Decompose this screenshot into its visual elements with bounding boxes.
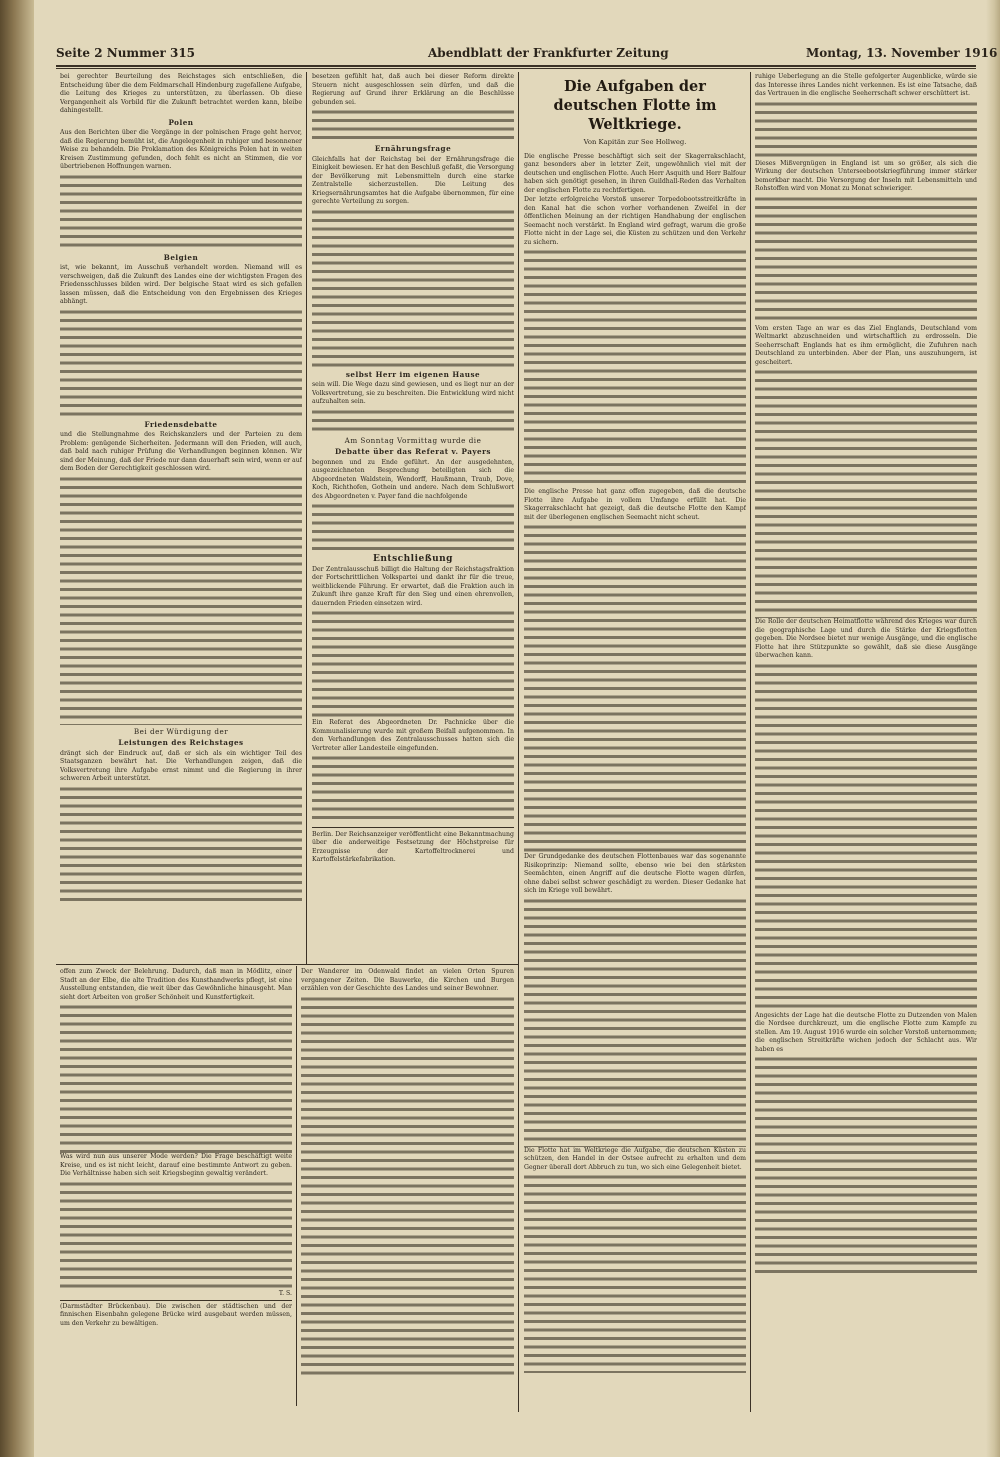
heading-polen: Polen bbox=[168, 117, 194, 127]
article2-p1: ruhige Ueberlegung an die Stelle gefolgerter Augenblicke, würde sie das Interesse ihres Landes nicht verkennen. Es ist eine Tatsache, daß das Vertrauen in die englische Seeherrschaft schwer erschüttert ist. bbox=[755, 73, 977, 97]
text-lines bbox=[60, 785, 302, 905]
heading-entschliessung: Entschließung bbox=[373, 554, 453, 564]
col1-polen: Aus den Berichten über die Vorgänge in der polnischen Frage geht hervor, daß die Regierung bemüht ist, die Angelegenheit in ruhiger und besonnener Weise zu behandeln. Die Proklamation des Königreichs Polen hat in weiten Kreisen Zustimmung gefunden, doch fehlt es nicht an Stimmen, die vor übertriebenen Hoffnungen warnen. bbox=[60, 129, 302, 170]
page-header bbox=[56, 44, 998, 64]
article2-p5: Angesichts der Lage hat die deutsche Flotte zu Dutzenden von Malen die Nordsee durchkreuzt, um die englische Flotte zum Kampfe zu stellen. Am 19. August 1916 wurde ein solcher Vorstoß unternommen; die englischen Streitkräfte wichen jedoch der Schlacht aus. Wir haben es bbox=[755, 1011, 977, 1053]
article2-p3: Vom ersten Tage an war es das Ziel Englands, Deutschland vom Weltmarkt abzuschneiden und wirtschaftlich zu erdrosseln. Die Seeherrschaft Englands hat es ihm ermöglicht, die Zufuhren nach Deutschland zu unterbinden. Aber der Plan, uns auszuhungern, ist gescheitert. bbox=[755, 324, 977, 366]
article2-p4: Die Rolle der deutschen Heimatflotte während des Krieges war durch die geographische Lage und durch die Stärke der Kriegsflotten gegeben. Die Nordsee bietet nur wenige Ausgänge, und die englische Flotte hat ihre Stützpunkte so gewählt, daß sie diese Ausgänge überwachen kann. bbox=[755, 618, 977, 659]
header-date: Montag, 13. November 1916 bbox=[806, 46, 998, 60]
text-lines bbox=[312, 208, 514, 368]
col2-berlin: Berlin. Der Reichsanzeiger veröffentlicht eine Bekanntmachung über die anderweitige Festsetzung der Höchstpreise für Erzeugnisse der Kartoffeltrocknerei und Kartoffelstärkefabrikation. bbox=[312, 830, 514, 864]
col1-frieden: und die Stellungnahme des Reichskanzlers und der Parteien zu dem Problem: genügende Sicherheiten. Jedermann will den Frieden, will auch, daß bald nach ruhiger Prüfung die Verhandlungen beginnen können. Wir sind der Meinung, daß der Friede nur dann dauerhaft sein wird, wenn er auf dem Boden der Gerechtigkeit geschlossen wird. bbox=[60, 431, 302, 472]
text-lines bbox=[60, 1180, 292, 1290]
text-lines bbox=[312, 108, 514, 142]
article-column-2 bbox=[755, 73, 977, 1409]
column-1 bbox=[60, 73, 302, 961]
feuilleton-text-1: offen zum Zweck der Belehrung. Dadurch, daß man in Mödlitz, einer Stadt an der Elbe, die alte Tradition des Kunsthandwerks pflegt, ist eine Ausstellung entstanden, die weit über das Gewöhnliche hinausgeht. Man sieht dort Arbeiten von großer Schönheit und Kunstfertigkeit. bbox=[60, 968, 292, 1001]
text-lines bbox=[524, 1173, 746, 1373]
article-column-1 bbox=[524, 73, 746, 1409]
text-lines bbox=[312, 408, 514, 434]
feuilleton-divider bbox=[60, 1300, 292, 1301]
article-p5: Die Flotte hat im Weltkriege die Aufgabe, die deutschen Küsten zu schützen, den Handel in der Ostsee aufrecht zu erhalten und dem Gegner überall dort Abbruch zu tun, wo sich eine Gelegenheit bietet. bbox=[524, 1146, 746, 1171]
article-p2: Der letzte erfolgreiche Vorstoß unserer Torpedobootsstreitkräfte in den Kanal hat die schon vorher vorhandenen Zweifel in der öffentlichen Meinung an der richtigen Handhabung der englischen Seemacht noch verstärkt. In England wird gefragt, warum die große Flotte nicht in der Lage sei, die Küsten zu schützen und den Verkehr zu sichern. bbox=[524, 196, 746, 246]
column-rule-1 bbox=[306, 72, 307, 964]
article-title: Die Aufgaben der deutschen Flotte im Weltkriege. bbox=[553, 78, 717, 133]
col2-herr: sein will. Die Wege dazu sind gewiesen, und es liegt nur an der Volksvertretung, sie zu beschreiten. Die Entwicklung wird nicht aufzuhalten sein. bbox=[312, 381, 514, 405]
feuilleton-signature: T. S. bbox=[278, 1289, 292, 1297]
article2-p2: Dieses Mißvergnügen in England ist um so größer, als sich die Wirkung der deutschen Unterseebootskriegführung immer stärker bemerkbar macht. Die Versorgung der Inseln mit Lebensmitteln und Rohstoffen wird von Monat zu Monat schwieriger. bbox=[755, 159, 977, 192]
article-p4: Der Grundgedanke des deutschen Flottenbaues war das sogenannte Risikoprinzip: Niemand sollte, ebenso wie bei den stärksten Seemächten, einen Angriff auf die deutsche Flotte wagen dürfen, ohne dabei selbst schwer geschädigt zu werden. Dieser Gedanke hat sich im Kriege voll bewährt. bbox=[524, 853, 746, 894]
article-author: Von Kapitän zur See Hollweg. bbox=[583, 138, 687, 146]
text-lines bbox=[755, 100, 977, 160]
col1-leistungen: drängt sich der Eindruck auf, daß er sich als ein wichtiger Teil des Staatsganzen bewährt hat. Die Verhandlungen zeigen, daß die Volksvertretung ihre Aufgabe ernst nimmt und die Regierung in ihrer schweren Arbeit unterstützt. bbox=[60, 749, 302, 782]
feuilleton-column-1 bbox=[60, 968, 292, 1408]
heading-wuerdigung: Bei der Würdigung der bbox=[133, 726, 229, 736]
text-lines bbox=[755, 662, 977, 1012]
column-2 bbox=[312, 73, 514, 961]
text-lines bbox=[301, 995, 514, 1375]
text-lines bbox=[524, 248, 746, 488]
column-rule-3 bbox=[750, 72, 751, 1412]
heading-herr: selbst Herr im eigenen Hause bbox=[345, 369, 481, 379]
feuilleton-text-2: Was wird nun aus unserer Mode werden? Die Frage beschäftigt weite Kreise, und es ist nicht leicht, darauf eine bestimmte Antwort zu geben. Die Verhältnisse haben sich seit Kriegsbeginn gewaltig verändert. bbox=[60, 1153, 292, 1177]
col2-pachnicke: Ein Referat des Abgeordneten Dr. Pachnicke über die Kommunalisierung wurde mit großem Beifall aufgenommen. In den Verhandlungen des Zentralausschusses hatten sich die Vertreter aller Landesteile eingefunden. bbox=[312, 719, 514, 752]
book-binding bbox=[0, 0, 34, 1457]
col2-debatte: begonnen und zu Ende geführt. An der ausgedehnten, ausgezeichneten Besprechung beteiligten sich die Abgeordneten Waldstein, Wendorff, Haußmann, Traub, Dove, Koch, Richthofen, Gothein und andere. Nach dem Schlußwort des Abgeordneten v. Payer fand die nachfolgende bbox=[312, 458, 514, 500]
feuilleton-text-4: (Darmstädter Brückenbau). Die zwischen der städtischen und der finnischen Eisenbahn gelegene Brücke wird ausgebaut werden müssen, um den Verkehr zu bewältigen. bbox=[60, 1302, 292, 1327]
col1-belgien: ist, wie bekannt, im Ausschuß verhandelt worden. Niemand will es verschweigen, daß die Zukunft des Landes eine der wichtigsten Fragen des Friedensschlusses bilden wird. Der belgische Staat wird es sich gefallen lassen müssen, daß die Entscheidung von den Ergebnissen des Krieges abhängt. bbox=[60, 264, 302, 305]
feuilleton-text-3: Der Wanderer im Odenwald findet an vielen Orten Spuren vergangener Zeiten. Die Bauwerke, die Kirchen und Burgen erzählen von der Geschichte des Landes und seiner Bewohner. bbox=[301, 968, 514, 992]
col2-divider bbox=[312, 827, 514, 828]
col2-ernaehrung: Gleichfalls hat der Reichstag bei der Ernährungsfrage die Einigkeit bewiesen. Er hat den Beschluß gefaßt, die Versorgung der Bevölkerung mit Lebensmitteln durch eine starke Zentralstelle sicherzustellen. Die Leitung des Kriegsernährungsamtes hat die Aufgabe übernommen, für eine gerechte Verteilung zu sorgen. bbox=[312, 155, 514, 205]
col1-intro: bei gerechter Beurteilung des Reichstages sich entschließen, die Entscheidung über die dem Feldmarschall Hindenburg zugefallene Aufgabe, die Leitung des Krieges zu unterstützen, zu überlassen. Ob diese Vergangenheit als Vorbild für die Zukunft betrachtet werden kann, bleibe dahingestellt. bbox=[60, 73, 302, 114]
text-lines bbox=[755, 368, 977, 618]
text-lines bbox=[60, 1003, 292, 1153]
col2-intro: besetzen gefühlt hat, daß auch bei dieser Reform direkte Steuern nicht ausgeschlossen sein dürfen, und daß die Regierung auf Grund ihrer Erklärung an die Beschlüsse gebunden sei. bbox=[312, 73, 514, 106]
column-rule-lower bbox=[296, 966, 297, 1406]
column-rule-2 bbox=[518, 72, 519, 1412]
article-p3: Die englische Presse hat ganz offen zugegeben, daß die deutsche Flotte ihre Aufgabe in vollem Umfange erfüllt hat. Die Skagerrakschlacht hat gezeigt, daß die deutsche Flotte den Kampf mit der überlegenen englischen Seemacht nicht scheut. bbox=[524, 488, 746, 521]
heading-ernaehrung: Ernährungsfrage bbox=[374, 144, 452, 153]
page-edge bbox=[986, 0, 1000, 1457]
heading-belgien: Belgien bbox=[163, 252, 199, 262]
text-lines bbox=[755, 195, 977, 325]
heading-debatte: Debatte über das Referat v. Payers bbox=[335, 447, 491, 456]
text-lines bbox=[60, 173, 302, 251]
header-masthead: Abendblatt der Frankfurter Zeitung bbox=[428, 46, 669, 60]
header-page-number: Seite 2 Nummer 315 bbox=[56, 46, 196, 60]
text-lines bbox=[60, 308, 302, 418]
text-lines bbox=[524, 897, 746, 1147]
col2-entschliessung: Der Zentralausschuß billigt die Haltung der Reichstagsfraktion der Fortschrittlichen Volkspartei und dankt ihr für die treue, weitblickende Führung. Er erwartet, daß die Fraktion auch in Zukunft ihre ganze Kraft für den Sieg und einen ehrenvollen, dauernden Frieden einsetzen wird. bbox=[312, 565, 514, 607]
text-lines bbox=[60, 475, 302, 725]
article-p1: Die englische Presse beschäftigt sich seit der Skagerrakschlacht, ganz besonders aber in letzter Zeit, ungewöhnlich viel mit der deutschen und englischen Flotte. Auch Herr Asquith und Herr Balfour haben sich genötigt gesehen, in ihren Guildhall-Reden das Verhalten der englischen Flotte zu rechtfertigen. bbox=[524, 152, 746, 194]
heading-sonntag: Am Sonntag Vormittag wurde die bbox=[344, 435, 482, 445]
feuilleton-column-2 bbox=[301, 968, 514, 1408]
text-lines bbox=[524, 523, 746, 853]
heading-leistungen: Leistungen des Reichstages bbox=[118, 738, 244, 747]
text-lines bbox=[312, 502, 514, 552]
text-lines bbox=[755, 1055, 977, 1275]
header-rule-thin bbox=[56, 68, 976, 69]
text-lines bbox=[312, 754, 514, 824]
horizontal-divider bbox=[56, 964, 518, 965]
header-rule bbox=[56, 65, 976, 67]
text-lines bbox=[312, 609, 514, 719]
heading-friedensdebatte: Friedensdebatte bbox=[144, 419, 218, 429]
